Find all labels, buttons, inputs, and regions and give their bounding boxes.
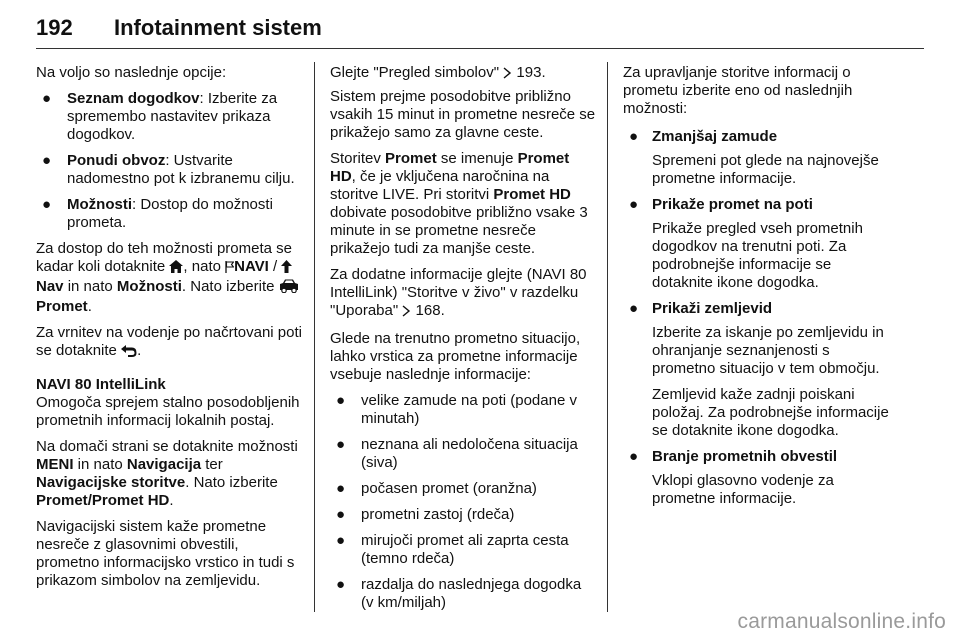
column-2 <box>330 64 596 620</box>
option-description: Zemljevid kaže zadnji poiskani položaj. Za podrobnejše informacije se dotaknite ikone dogodka. <box>652 386 889 439</box>
bullet-icon: ● <box>629 128 639 145</box>
storitve-label: Navigacijske storitve <box>36 474 186 491</box>
text-run: / <box>268 258 282 275</box>
back-arrow-icon <box>121 344 137 362</box>
text-run: . <box>541 64 546 81</box>
column-3 <box>623 64 889 516</box>
options-intro: Na voljo so naslednje opcije: <box>36 64 227 81</box>
navigacija-label: Navigacija <box>126 456 202 473</box>
navi80-heading <box>36 376 302 394</box>
bullet-icon: ● <box>336 480 346 497</box>
traffic-bar-list <box>330 392 596 612</box>
text-run: ter <box>201 456 223 473</box>
bullet-icon: ● <box>336 436 346 453</box>
column-divider <box>314 62 315 612</box>
text-run: in nato <box>73 456 127 473</box>
list-item <box>36 196 302 232</box>
nav-label: Nav <box>36 278 64 295</box>
option-description: Prikaže pregled vseh prometnih dogodkov na trenutni poti. Za podrobnejše informacije se dotaknite ikone dogodka. <box>652 220 863 291</box>
text-run: Za dostop do teh možnosti prometa se kadar koli dotaknite <box>36 240 292 275</box>
page-ref-arrow-icon <box>402 304 411 322</box>
promet-label: Promet <box>36 492 88 509</box>
option-term-item <box>623 128 889 146</box>
updates-paragraph: Sistem prejme posodobitve približno vsakih 15 minut in prometne nesreče se prikažejo samo za glavne ceste. <box>330 88 596 141</box>
option-term: Branje prometnih obvestil <box>652 448 838 465</box>
bullet-icon: ● <box>42 90 52 107</box>
text-run: Za vrnitev na vodenje po načrtovani poti se dotaknite <box>36 324 302 359</box>
item-text: prometni zastoj (rdeča) <box>361 506 515 523</box>
option-term: Ponudi obvoz <box>67 152 166 169</box>
option-term-item <box>623 300 889 318</box>
list-item <box>330 532 596 568</box>
moznosti-label: Možnosti <box>116 278 182 295</box>
column-1 <box>36 64 302 598</box>
option-description: Spremeni pot glede na najnovejše prometne informacije. <box>652 152 879 187</box>
access-paragraph <box>36 240 302 316</box>
item-text: razdalja do naslednjega dogodka (v km/miljah) <box>361 576 582 611</box>
text-run: Na domači strani se dotaknite možnosti <box>36 438 298 455</box>
meni-label: MENI <box>36 456 74 473</box>
navi80-paragraph: Omogoča sprejem stalno posodobljenih prometnih informacij lokalnih postaj. <box>36 394 300 429</box>
home-icon <box>169 260 183 278</box>
option-term-item <box>623 448 889 466</box>
home-paragraph <box>36 438 302 510</box>
navi-label: NAVI <box>234 258 269 275</box>
separator: / <box>87 492 92 509</box>
list-item <box>330 480 596 498</box>
item-text: počasen promet (oranžna) <box>361 480 537 497</box>
option-text: : Ustvarite nadomestno pot k izbranemu cilju. <box>67 152 295 187</box>
text-run: , nato <box>183 258 226 275</box>
item-text: mirujoči promet ali zaprta cesta (temno rdeča) <box>361 532 569 567</box>
promet-hd-label: Promet HD <box>493 186 571 203</box>
bullet-icon: ● <box>629 448 639 465</box>
bullet-icon: ● <box>629 196 639 213</box>
column-divider <box>607 62 608 612</box>
option-term: Prikaže promet na poti <box>652 196 813 213</box>
text-run: . Nato izberite <box>181 278 279 295</box>
bullet-icon: ● <box>336 576 346 593</box>
nav-system-paragraph: Navigacijski sistem kaže prometne nesreče z glasovnimi obvestili, prometno informacijsko vrstico in tudi s prikazom simbolov na zemljevidu. <box>36 518 295 589</box>
promet-label: Promet <box>36 298 88 315</box>
bar-intro-paragraph: Glede na trenutno prometno situacijo, lahko vrstica za prometne informacije vsebuje naslednje informacije: <box>330 330 581 383</box>
text-run: , če je vključena naročnina na storitve LIVE. Pri storitvi <box>330 168 550 203</box>
options-list <box>36 90 302 232</box>
option-term: Seznam dogodkov <box>67 90 200 107</box>
text-run: . Nato izberite <box>185 474 278 491</box>
traffic-car-icon <box>279 279 299 298</box>
page-reference: 168 <box>415 302 441 319</box>
list-item <box>330 392 596 428</box>
option-term: Možnosti <box>67 196 132 213</box>
bullet-icon: ● <box>336 532 346 549</box>
manage-intro: Za upravljanje storitve informacij o prometu izberite eno od naslednjih možnosti: <box>623 64 853 117</box>
text-run: Za dodatne informacije glejte (NAVI 80 IntelliLink) "Storitve v živo" v razdelku "Uporaba" <box>330 266 587 319</box>
header-rule <box>36 48 924 49</box>
text-run: . <box>169 492 174 509</box>
option-description: Izberite za iskanje po zemljevidu in ohranjanje seznanjenosti s prometno situacijo v tem območju. <box>652 324 884 377</box>
list-item <box>330 436 596 472</box>
text-run: . <box>440 302 445 319</box>
bullet-icon: ● <box>336 392 346 409</box>
bullet-icon: ● <box>336 506 346 523</box>
list-item <box>36 152 302 188</box>
option-text: : Dostop do možnosti prometa. <box>67 196 273 231</box>
back-paragraph <box>36 324 302 362</box>
item-text: neznana ali nedoločena situacija (siva) <box>361 436 578 471</box>
option-term-item <box>623 196 889 214</box>
promet-hd-label: Promet HD <box>91 492 170 509</box>
heading-text: NAVI 80 IntelliLink <box>36 376 166 393</box>
promet-hd-label: Promet HD <box>330 150 570 185</box>
option-term: Prikaži zemljevid <box>652 300 773 317</box>
flag-icon <box>225 260 234 278</box>
bullet-icon: ● <box>629 300 639 317</box>
list-item <box>36 90 302 144</box>
text-run: Glejte "Pregled simbolov" <box>330 64 504 81</box>
text-run: . <box>137 342 142 359</box>
see-symbols-paragraph <box>330 64 596 84</box>
list-item <box>330 576 596 612</box>
page-reference: 193 <box>516 64 542 81</box>
text-run: in nato <box>63 278 117 295</box>
bullet-icon: ● <box>42 152 52 169</box>
list-item <box>330 506 596 524</box>
option-text: : Izberite za spremembo nastavitev prikaza dogodkov. <box>67 90 278 143</box>
watermark: carmanualsonline.info <box>737 610 946 633</box>
text-run: se imenuje <box>436 150 518 167</box>
chapter-title: Infotainment sistem <box>114 15 322 40</box>
service-paragraph <box>330 150 596 258</box>
bullet-icon: ● <box>42 196 52 213</box>
text-run: . <box>87 298 92 315</box>
text-run: Storitev <box>330 150 386 167</box>
option-term: Zmanjšaj zamude <box>652 128 778 145</box>
page-number: 192 <box>36 15 73 40</box>
more-info-paragraph <box>330 266 596 322</box>
direction-arrow-icon <box>281 260 292 278</box>
item-text: velike zamude na poti (podane v minutah) <box>361 392 577 427</box>
page-header <box>36 12 924 46</box>
page-ref-arrow-icon <box>503 66 512 84</box>
option-description: Vklopi glasovno vodenje za prometne informacije. <box>652 472 834 507</box>
text-run: dobivate posodobitve približno vsake 3 minute in se prometne nesreče prikažejo tudi za manjše ceste. <box>330 204 588 257</box>
promet-label: Promet <box>385 150 437 167</box>
